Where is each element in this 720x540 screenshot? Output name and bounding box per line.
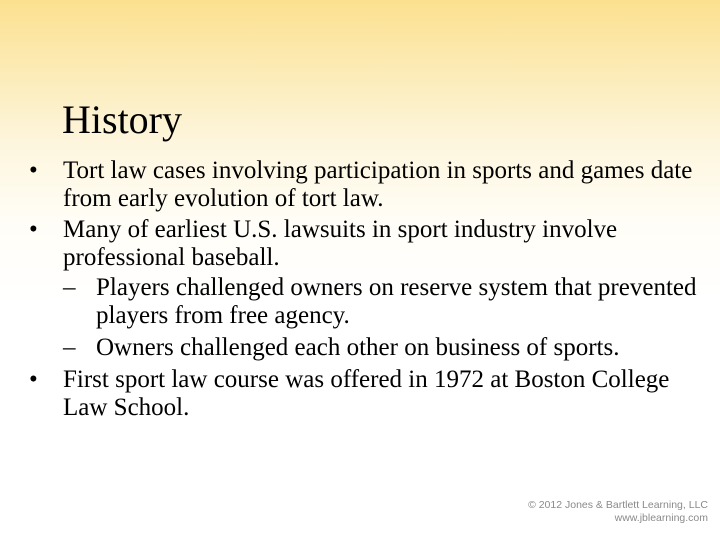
sub-bullet-item (63, 334, 698, 362)
website-link: www.jblearning.com (614, 512, 708, 524)
slide-title: History (62, 97, 182, 142)
bullet-icon: • (29, 366, 38, 393)
dash-icon: – (63, 274, 76, 301)
bullet-item (26, 157, 698, 213)
bullet-text: Tort law cases involving participation in sports and games date from early evolution of tort law. (63, 157, 693, 212)
bullet-item (26, 366, 698, 422)
bullet-text: Many of earliest U.S. lawsuits in sport industry involve professional baseball. (63, 216, 618, 271)
copyright-notice: © 2012 Jones & Bartlett Learning, LLC (528, 499, 708, 511)
bullet-icon: • (29, 157, 38, 184)
dash-icon: – (63, 334, 76, 361)
sub-bullet-text: Owners challenged each other on business of sports. (96, 334, 620, 361)
bullet-item (26, 216, 698, 362)
sub-bullet-list (63, 274, 698, 362)
sub-bullet-text: Players challenged owners on reserve system that prevented players from free agency. (96, 274, 697, 329)
publisher-credit (528, 499, 708, 525)
sub-bullet-item (63, 274, 698, 330)
bullet-text: First sport law course was offered in 1972 at Boston College Law School. (63, 366, 670, 421)
bullet-icon: • (29, 216, 38, 243)
bullet-list (26, 157, 698, 425)
